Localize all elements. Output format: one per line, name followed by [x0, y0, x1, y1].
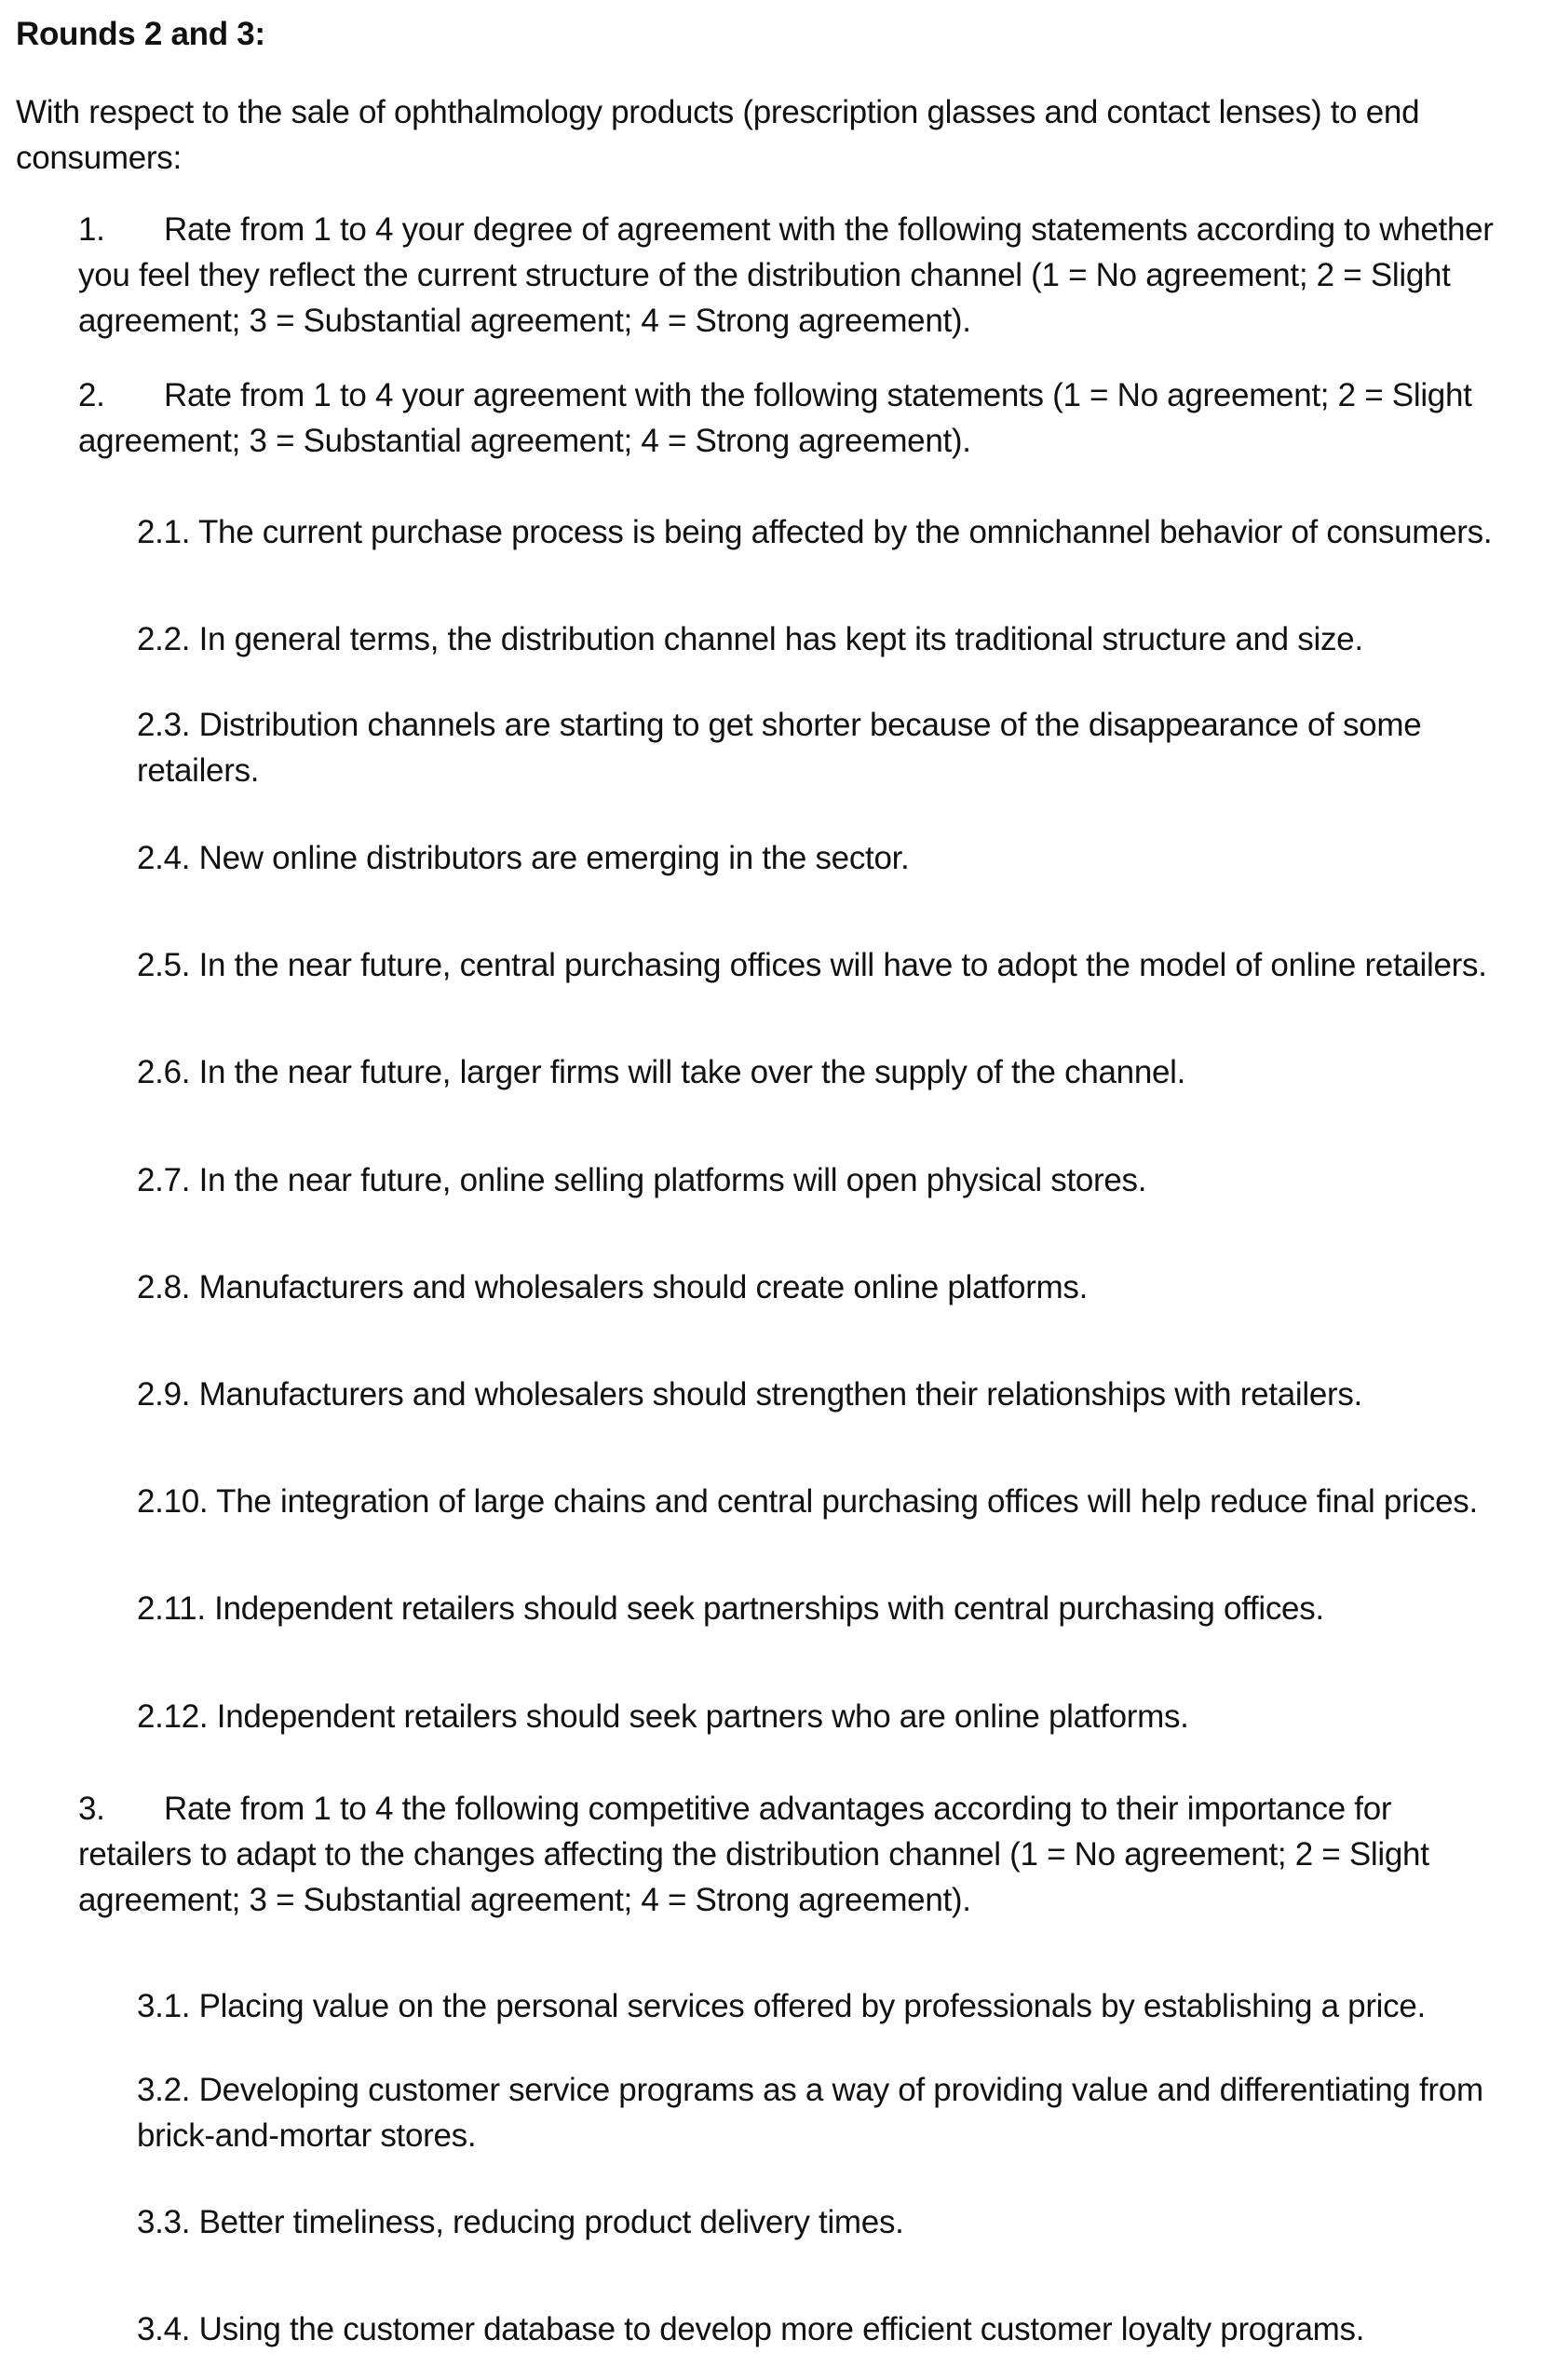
- statement-3-2: 3.2. Developing customer service programs as a way of providing value and differentiating from: [137, 2072, 1483, 2108]
- question-1-line-3: agreement; 3 = Substantial agreement; 4 = Strong agreement).: [78, 303, 971, 339]
- question-3-number: 3.: [78, 1791, 105, 1827]
- statement-2-11: 2.11. Independent retailers should seek partnerships with central purchasing offices.: [137, 1590, 1324, 1627]
- question-2-text: Rate from 1 to 4 your agreement with the following statements (1 = No agreement; 2 = Slight: [164, 377, 1472, 413]
- question-2-line-2: agreement; 3 = Substantial agreement; 4 = Strong agreement).: [78, 423, 971, 459]
- question-1-line-2: you feel they reflect the current structure of the distribution channel (1 = No agreement; 2 = Slight: [78, 257, 1451, 293]
- statement-3-4: 3.4. Using the customer database to develop more efficient customer loyalty programs.: [137, 2311, 1365, 2347]
- statement-2-12: 2.12. Independent retailers should seek partners who are online platforms.: [137, 1698, 1189, 1735]
- question-3-line-3: agreement; 3 = Substantial agreement; 4 = Strong agreement).: [78, 1882, 971, 1918]
- statement-2-2: 2.2. In general terms, the distribution channel has kept its traditional structure and size.: [137, 621, 1363, 657]
- question-2-line-1: [78, 372, 1472, 418]
- question-3-text: Rate from 1 to 4 the following competitive advantages according to their importance for: [164, 1791, 1392, 1827]
- statement-2-4: 2.4. New online distributors are emerging in the sector.: [137, 840, 910, 876]
- statement-2-7: 2.7. In the near future, online selling platforms will open physical stores.: [137, 1162, 1147, 1198]
- question-1-number: 1.: [78, 211, 105, 248]
- statement-2-3-cont: retailers.: [137, 752, 260, 789]
- question-3-line-1: [78, 1786, 1391, 1832]
- statement-3-3: 3.3. Better timeliness, reducing product delivery times.: [137, 2204, 904, 2240]
- statement-2-8: 2.8. Manufacturers and wholesalers should create online platforms.: [137, 1269, 1089, 1305]
- question-1-line-1: [78, 207, 1494, 252]
- statement-2-9: 2.9. Manufacturers and wholesalers should strengthen their relationships with retailers.: [137, 1376, 1362, 1413]
- page-title: Rounds 2 and 3:: [16, 16, 265, 52]
- intro-line-2: consumers:: [16, 140, 182, 176]
- statement-3-1: 3.1. Placing value on the personal services offered by professionals by establishing a price.: [137, 1988, 1426, 2024]
- question-3-line-2: retailers to adapt to the changes affecting the distribution channel (1 = No agreement; 2 = Slight: [78, 1836, 1429, 1873]
- statement-3-2-cont: brick-and-mortar stores.: [137, 2117, 477, 2154]
- statement-2-3: 2.3. Distribution channels are starting to get shorter because of the disappearance of some: [137, 707, 1422, 743]
- statement-2-5: 2.5. In the near future, central purchasing offices will have to adopt the model of online retailers.: [137, 947, 1487, 983]
- question-2-number: 2.: [78, 377, 105, 413]
- statement-2-1: 2.1. The current purchase process is being affected by the omnichannel behavior of consumers.: [137, 514, 1493, 550]
- statement-2-10: 2.10. The integration of large chains and central purchasing offices will help reduce final prices.: [137, 1483, 1478, 1520]
- statement-2-6: 2.6. In the near future, larger firms will take over the supply of the channel.: [137, 1054, 1186, 1090]
- question-1-text: Rate from 1 to 4 your degree of agreement with the following statements according to whether: [164, 211, 1494, 248]
- intro-line-1: With respect to the sale of ophthalmology products (prescription glasses and contact lenses) to end: [16, 94, 1420, 130]
